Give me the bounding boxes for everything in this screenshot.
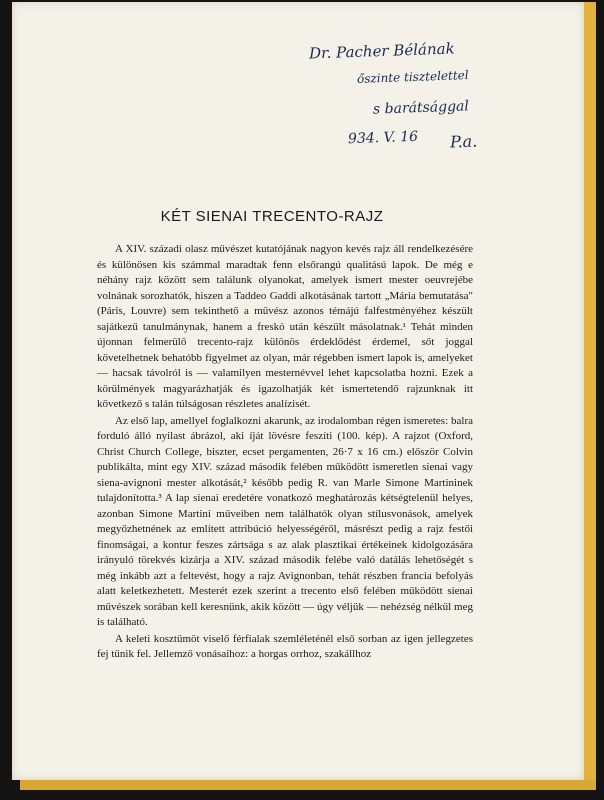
page-edge-right	[584, 2, 596, 780]
inscription-initials: P.a.	[449, 131, 478, 152]
inscription-line-1: Dr. Pacher Bélának	[308, 39, 455, 63]
inscription-line-3: s barátsággal	[372, 98, 470, 118]
paragraph-1: A XIV. századi olasz művészet kutatójának nagyon kevés rajz áll rendelkezésére és különösen kis számmal maradtak fenn elsőrangú qualitású lapok. De még e néhány rajz között sem találunk olyanokat, amelyek ismert mester oeuvrejébe volnának sorozhatók, hiszen a Taddeo Gaddi alkotásának tartott „Mária bemutatása" (Páris, Louvre) sem tekinthető a művész azonos témájú falfestményéhez készült sajátkezű tanulmánynak, hanem a freskó után készült másolatnak.¹ Tehát minden újonnan felmerülő trecento-rajz különös érdeklődést érdemel, sőt joggal követelhetnek behatóbb figyelmet az olyan, már régebben ismert lapok is, amelyeket — hacsak távolról is — valamilyen mesternévvel lehet kapcsolatba hozni. Ezek a körülmények magyarázhatják és igazolhatják két ismertetendő rajzunknak itt következő s talán túlságosan részletes analízisét.	[97, 243, 473, 410]
article-title: KÉT SIENAI TRECENTO-RAJZ	[160, 208, 384, 225]
inscription-line-2: őszinte tisztelettel	[356, 68, 469, 86]
paragraph-3: A keleti kosztümöt viselő férfialak szemléleténél első sorban az igen jellegzetes fej tűnik fel. Jellemző vonásaihoz: a horgas orrhoz, szakállhoz	[97, 632, 473, 660]
document-page	[12, 2, 584, 780]
page-edge-bottom	[20, 780, 596, 790]
paragraph-2: Az első lap, amellyel foglalkozni akarunk, az irodalomban régen ismeretes: balra forduló álló nyilast ábrázol, aki íját lövésre feszíti (100. kép). A rajzot (Oxford, Christ Church College, biszter, ecset pergamenten, 26·7 x 16 cm.) először Colvin publikálta, mint egy XIV. század második felében működött ismeretlen sienai vagy siena-avignoni mester alkotását,² később pedig R. van Marle Simone Martininek tulajdonította.³ A lap sienai eredetére vonatkozó meghatározás kétségtelenül helyes, azonban Simone Martini műveiben nem találhatók olyan stílusvonások, amelyek megyőzhetnének az említett attribúció helyességéről, másrészt pedig a rajz festői finomságai, a kontur feszes zártsága s az alak plasztikai értékeinek kidolgozására irányuló törekvés kizárja a XIV. század második felébe való datálás lehetőségét s még inkább azt a feltevést, hogy a rajz Avignonban, tehát részben francia befolyás alatt keletkezhetett. Mesterét ezek szerint a trecento első felében működött sienai művészek sorában kell keresnünk, akik között — úgy véljük — nehézség nélkül meg is található.	[97, 414, 473, 628]
article-body	[97, 242, 473, 663]
inscription-date: 934. V. 16	[347, 128, 419, 148]
